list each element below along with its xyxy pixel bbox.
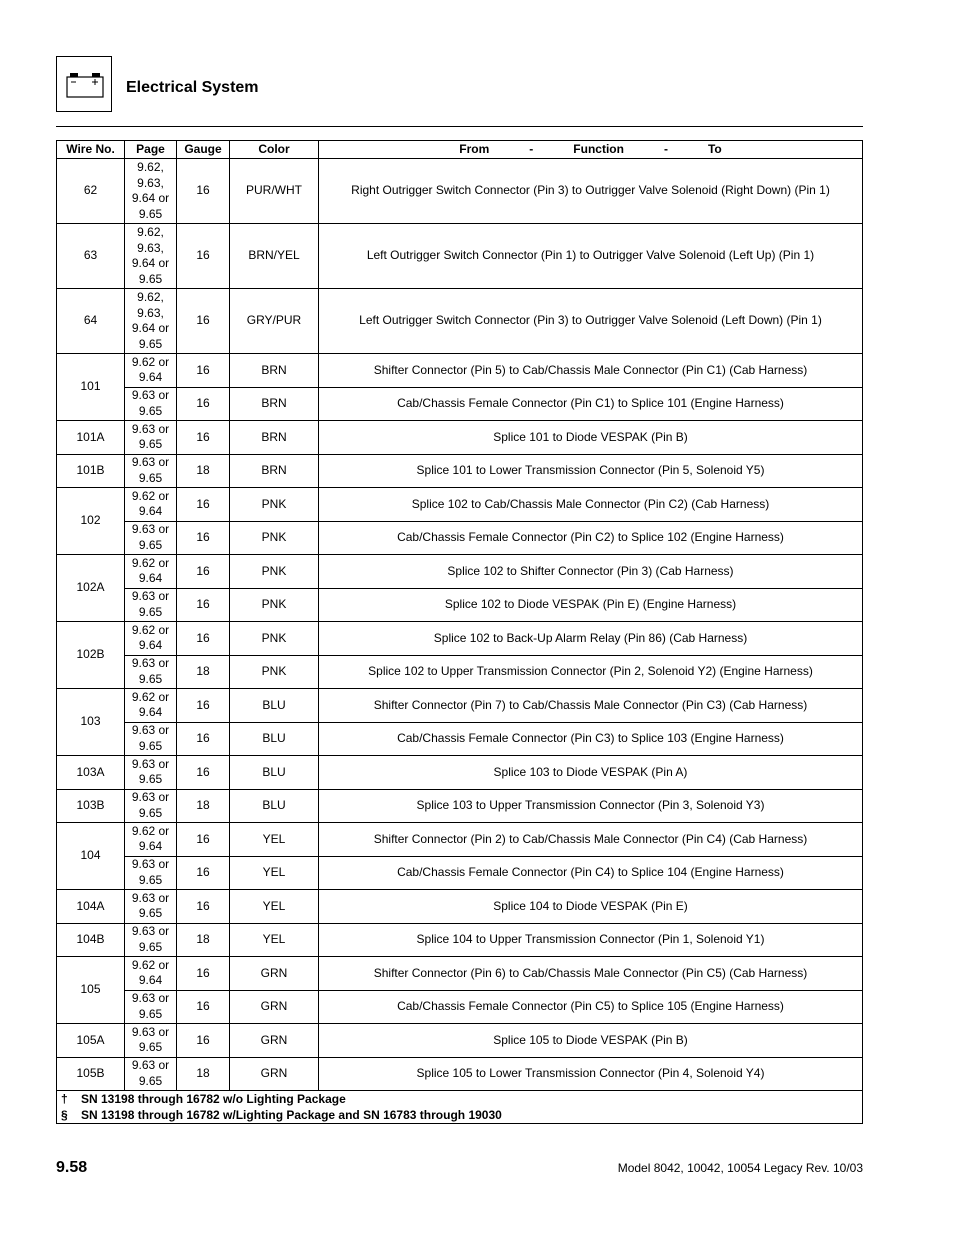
gauge-cell: 16 xyxy=(177,488,230,522)
page-cell: 9.62, 9.63, 9.64 or 9.65 xyxy=(125,159,177,224)
table-row xyxy=(57,823,863,857)
table-row xyxy=(57,387,863,421)
color-cell: PNK xyxy=(230,555,319,589)
function-cell: Cab/Chassis Female Connector (Pin C1) to Splice 101 (Engine Harness) xyxy=(319,387,863,421)
table-row xyxy=(57,923,863,957)
header-rule xyxy=(56,126,863,127)
function-cell: Splice 101 to Lower Transmission Connector (Pin 5, Solenoid Y5) xyxy=(319,454,863,488)
page-cell: 9.63 or 9.65 xyxy=(125,890,177,924)
color-cell: BLU xyxy=(230,689,319,723)
wire-number-cell: 103B xyxy=(57,789,125,823)
page-cell: 9.62 or 9.64 xyxy=(125,488,177,522)
page-cell: 9.62 or 9.64 xyxy=(125,957,177,991)
color-cell: BRN/YEL xyxy=(230,224,319,289)
function-cell: Splice 102 to Upper Transmission Connector (Pin 2, Solenoid Y2) (Engine Harness) xyxy=(319,655,863,689)
gauge-cell: 16 xyxy=(177,622,230,656)
wire-number-cell: 104 xyxy=(57,823,125,890)
color-cell: PNK xyxy=(230,655,319,689)
function-cell: Shifter Connector (Pin 5) to Cab/Chassis Male Connector (Pin C1) (Cab Harness) xyxy=(319,354,863,388)
page-cell: 9.63 or 9.65 xyxy=(125,756,177,790)
page-cell: 9.62 or 9.64 xyxy=(125,354,177,388)
color-cell: GRN xyxy=(230,1024,319,1058)
table-row xyxy=(57,1057,863,1091)
page-cell: 9.63 or 9.65 xyxy=(125,1057,177,1091)
footnote-line xyxy=(61,1091,858,1107)
page-cell: 9.63 or 9.65 xyxy=(125,923,177,957)
table-row xyxy=(57,789,863,823)
wire-number-cell: 101A xyxy=(57,421,125,455)
wire-number-cell: 105A xyxy=(57,1024,125,1058)
gauge-cell: 16 xyxy=(177,421,230,455)
gauge-cell: 16 xyxy=(177,1024,230,1058)
page-cell: 9.63 or 9.65 xyxy=(125,521,177,555)
footnote-symbol: † xyxy=(61,1092,68,1106)
wire-number-cell: 104A xyxy=(57,890,125,924)
function-cell: Cab/Chassis Female Connector (Pin C4) to Splice 104 (Engine Harness) xyxy=(319,856,863,890)
gauge-cell: 18 xyxy=(177,655,230,689)
battery-icon-box xyxy=(56,56,112,112)
color-cell: YEL xyxy=(230,823,319,857)
gauge-cell: 16 xyxy=(177,354,230,388)
table-row xyxy=(57,990,863,1024)
table-row xyxy=(57,957,863,991)
wire-number-cell: 103A xyxy=(57,756,125,790)
gauge-cell: 16 xyxy=(177,224,230,289)
table-row xyxy=(57,1024,863,1058)
gauge-cell: 16 xyxy=(177,289,230,354)
table-row xyxy=(57,756,863,790)
function-cell: Cab/Chassis Female Connector (Pin C5) to Splice 105 (Engine Harness) xyxy=(319,990,863,1024)
color-cell: YEL xyxy=(230,856,319,890)
table-row xyxy=(57,555,863,589)
gauge-cell: 16 xyxy=(177,689,230,723)
color-cell: GRN xyxy=(230,1057,319,1091)
table-row xyxy=(57,159,863,224)
page-cell: 9.62 or 9.64 xyxy=(125,555,177,589)
function-cell: Splice 105 to Lower Transmission Connector (Pin 4, Solenoid Y4) xyxy=(319,1057,863,1091)
page-cell: 9.63 or 9.65 xyxy=(125,421,177,455)
table-row xyxy=(57,521,863,555)
page-cell: 9.62 or 9.64 xyxy=(125,689,177,723)
color-cell: BRN xyxy=(230,421,319,455)
color-cell: PUR/WHT xyxy=(230,159,319,224)
footnote-text: SN 13198 through 16782 w/o Lighting Package xyxy=(81,1092,346,1106)
wire-number-cell: 105 xyxy=(57,957,125,1024)
function-cell: Splice 102 to Cab/Chassis Male Connector (Pin C2) (Cab Harness) xyxy=(319,488,863,522)
page-cell: 9.62, 9.63, 9.64 or 9.65 xyxy=(125,224,177,289)
table-row xyxy=(57,689,863,723)
wire-number-cell: 104B xyxy=(57,923,125,957)
gauge-cell: 16 xyxy=(177,756,230,790)
gauge-cell: 16 xyxy=(177,555,230,589)
wire-number-cell: 102A xyxy=(57,555,125,622)
color-cell: BLU xyxy=(230,789,319,823)
col-header-gauge: Gauge xyxy=(177,141,230,159)
table-row xyxy=(57,454,863,488)
color-cell: PNK xyxy=(230,588,319,622)
function-cell: Splice 103 to Diode VESPAK (Pin A) xyxy=(319,756,863,790)
function-cell: Shifter Connector (Pin 7) to Cab/Chassis Male Connector (Pin C3) (Cab Harness) xyxy=(319,689,863,723)
function-cell: Splice 102 to Back-Up Alarm Relay (Pin 86) (Cab Harness) xyxy=(319,622,863,656)
notes-row xyxy=(57,1091,863,1124)
col-header-wire: Wire No. xyxy=(57,141,125,159)
footnote-symbol: § xyxy=(61,1108,68,1122)
function-cell: Cab/Chassis Female Connector (Pin C2) to Splice 102 (Engine Harness) xyxy=(319,521,863,555)
function-cell: Splice 102 to Diode VESPAK (Pin E) (Engine Harness) xyxy=(319,588,863,622)
gauge-cell: 16 xyxy=(177,159,230,224)
function-cell: Splice 105 to Diode VESPAK (Pin B) xyxy=(319,1024,863,1058)
table-row xyxy=(57,289,863,354)
wire-number-cell: 101B xyxy=(57,454,125,488)
gauge-cell: 16 xyxy=(177,521,230,555)
wire-table xyxy=(56,140,863,1124)
function-cell: Right Outrigger Switch Connector (Pin 3) to Outrigger Valve Solenoid (Right Down) (Pin 1) xyxy=(319,159,863,224)
page-cell: 9.63 or 9.65 xyxy=(125,1024,177,1058)
function-cell: Shifter Connector (Pin 2) to Cab/Chassis Male Connector (Pin C4) (Cab Harness) xyxy=(319,823,863,857)
gauge-cell: 16 xyxy=(177,890,230,924)
gauge-cell: 16 xyxy=(177,823,230,857)
page-cell: 9.63 or 9.65 xyxy=(125,588,177,622)
fn-head-from: From xyxy=(459,141,490,156)
gauge-cell: 18 xyxy=(177,1057,230,1091)
color-cell: PNK xyxy=(230,488,319,522)
color-cell: BRN xyxy=(230,454,319,488)
wire-number-cell: 63 xyxy=(57,224,125,289)
function-cell: Splice 103 to Upper Transmission Connector (Pin 3, Solenoid Y3) xyxy=(319,789,863,823)
gauge-cell: 16 xyxy=(177,990,230,1024)
gauge-cell: 16 xyxy=(177,588,230,622)
table-body xyxy=(57,159,863,1124)
function-cell: Splice 104 to Upper Transmission Connector (Pin 1, Solenoid Y1) xyxy=(319,923,863,957)
fn-head-function: Function xyxy=(573,141,624,156)
wire-number-cell: 101 xyxy=(57,354,125,421)
table-header-row xyxy=(57,141,863,159)
page-number: 9.58 xyxy=(56,1159,88,1176)
wire-number-cell: 102 xyxy=(57,488,125,555)
page-cell: 9.63 or 9.65 xyxy=(125,387,177,421)
page-cell: 9.63 or 9.65 xyxy=(125,990,177,1024)
table-row xyxy=(57,856,863,890)
page-cell: 9.63 or 9.65 xyxy=(125,856,177,890)
color-cell: PNK xyxy=(230,622,319,656)
battery-icon xyxy=(65,71,105,99)
gauge-cell: 16 xyxy=(177,957,230,991)
gauge-cell: 16 xyxy=(177,856,230,890)
function-cell: Left Outrigger Switch Connector (Pin 1) to Outrigger Valve Solenoid (Left Up) (Pin 1) xyxy=(319,224,863,289)
page-cell: 9.62, 9.63, 9.64 or 9.65 xyxy=(125,289,177,354)
col-header-page: Page xyxy=(125,141,177,159)
table-row xyxy=(57,722,863,756)
function-cell: Shifter Connector (Pin 6) to Cab/Chassis Male Connector (Pin C5) (Cab Harness) xyxy=(319,957,863,991)
page-cell: 9.63 or 9.65 xyxy=(125,789,177,823)
table-row xyxy=(57,354,863,388)
page-cell: 9.62 or 9.64 xyxy=(125,823,177,857)
gauge-cell: 16 xyxy=(177,387,230,421)
wire-number-cell: 103 xyxy=(57,689,125,756)
col-header-color: Color xyxy=(230,141,319,159)
page-cell: 9.63 or 9.65 xyxy=(125,454,177,488)
gauge-cell: 16 xyxy=(177,722,230,756)
table-row xyxy=(57,890,863,924)
gauge-cell: 18 xyxy=(177,789,230,823)
function-cell: Splice 102 to Shifter Connector (Pin 3) (Cab Harness) xyxy=(319,555,863,589)
notes-cell xyxy=(57,1091,863,1124)
footnote-line xyxy=(61,1107,858,1123)
table-row xyxy=(57,655,863,689)
fn-head-sep1: - xyxy=(529,141,534,156)
page-cell: 9.63 or 9.65 xyxy=(125,655,177,689)
table-row xyxy=(57,421,863,455)
color-cell: GRN xyxy=(230,990,319,1024)
wire-number-cell: 102B xyxy=(57,622,125,689)
color-cell: BRN xyxy=(230,387,319,421)
color-cell: BRN xyxy=(230,354,319,388)
color-cell: BLU xyxy=(230,756,319,790)
footnote-text: SN 13198 through 16782 w/Lighting Package and SN 16783 through 19030 xyxy=(81,1108,502,1122)
color-cell: BLU xyxy=(230,722,319,756)
color-cell: GRY/PUR xyxy=(230,289,319,354)
color-cell: YEL xyxy=(230,923,319,957)
function-cell: Splice 101 to Diode VESPAK (Pin B) xyxy=(319,421,863,455)
gauge-cell: 18 xyxy=(177,923,230,957)
section-title: Electrical System xyxy=(126,79,259,96)
table-row xyxy=(57,588,863,622)
model-revision: Model 8042, 10042, 10054 Legacy Rev. 10/03 xyxy=(617,1161,863,1175)
function-cell: Splice 104 to Diode VESPAK (Pin E) xyxy=(319,890,863,924)
function-cell: Cab/Chassis Female Connector (Pin C3) to Splice 103 (Engine Harness) xyxy=(319,722,863,756)
wire-number-cell: 105B xyxy=(57,1057,125,1091)
page-cell: 9.62 or 9.64 xyxy=(125,622,177,656)
color-cell: GRN xyxy=(230,957,319,991)
table-row xyxy=(57,488,863,522)
wire-number-cell: 64 xyxy=(57,289,125,354)
fn-head-sep2: - xyxy=(663,141,668,156)
gauge-cell: 18 xyxy=(177,454,230,488)
function-cell: Left Outrigger Switch Connector (Pin 3) to Outrigger Valve Solenoid (Left Down) (Pin 1) xyxy=(319,289,863,354)
page-cell: 9.63 or 9.65 xyxy=(125,722,177,756)
color-cell: YEL xyxy=(230,890,319,924)
table-row xyxy=(57,224,863,289)
fn-head-to: To xyxy=(707,141,722,156)
table-row xyxy=(57,622,863,656)
wire-number-cell: 62 xyxy=(57,159,125,224)
col-header-function xyxy=(319,141,863,159)
color-cell: PNK xyxy=(230,521,319,555)
